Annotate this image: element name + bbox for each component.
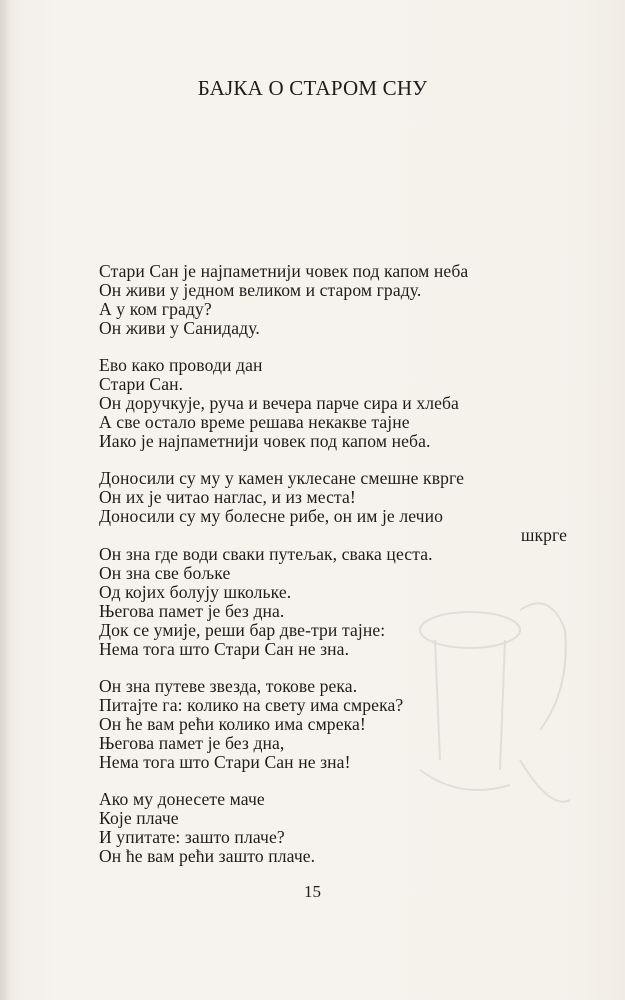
- poem-line: Његова памет је без дна.: [99, 600, 285, 621]
- page-number: 15: [304, 882, 321, 901]
- poem-line: Он живи у Санидаду.: [99, 317, 260, 338]
- poem-line: Он живи у једном великом и старом граду.: [99, 279, 422, 300]
- poem-line: Ако му донесете маче: [99, 789, 265, 810]
- poem-line: Он зна где води сваки путељак, свака цеста.: [99, 543, 433, 564]
- poem-line: А све остало време решава некакве тајне: [99, 411, 410, 432]
- poem-line: Које плаче: [99, 808, 179, 829]
- stanza-1: [99, 262, 569, 338]
- poem-line: Он ће вам рећи зашто плаче.: [99, 845, 316, 866]
- poem-line: Нема тога што Стари Сан не зна.: [99, 638, 350, 659]
- stanza-2: [99, 356, 569, 451]
- poem-line: Он зна све бољке: [99, 562, 231, 583]
- poem-line: Ево како проводи дан: [99, 355, 263, 376]
- poem-line: Доносили су му болесне рибе, он им је лечио: [99, 506, 444, 527]
- poem-line: Питајте га: колико на свету има смрека?: [99, 694, 404, 715]
- poem-line: Стари Сан.: [99, 374, 184, 395]
- poem-line: Он их је читао наглас, и из места!: [99, 487, 356, 508]
- poem-line: Иако је најпаметнији човек под капом неба.: [99, 430, 431, 451]
- poem-line: Он зна путеве звезда, токове река.: [99, 676, 358, 696]
- stanza-5: [99, 790, 569, 866]
- poem-line: А у ком граду?: [99, 298, 212, 319]
- poem-body: [99, 262, 569, 884]
- poem-line: Од којих болују школьке.: [99, 581, 292, 602]
- poem-line: Док се умије, реши бар две-три тајне:: [99, 619, 386, 640]
- poem-line-continuation: шкрге: [520, 525, 567, 546]
- stanza-3: [99, 469, 569, 658]
- poem-line: Његова памет је без дна,: [99, 732, 285, 753]
- poem-line: Он доручкује, руча и вечера парче сира и хлеба: [99, 393, 459, 414]
- poem-line: Стари Сан је најпаметнији човек под капом неба: [99, 261, 469, 281]
- poem-line: Он ће вам рећи колико има смрека!: [99, 713, 366, 734]
- poem-line: Нема тога што Стари Сан не зна!: [99, 751, 351, 772]
- poem-line: Доносили су му у камен уклесане смешне кврге: [99, 468, 465, 489]
- poem-line: И упитате: зашто плаче?: [99, 826, 285, 847]
- poem-title: БАЈКА О СТАРОМ СНУ: [197, 76, 428, 100]
- page-gutter-shadow: [0, 0, 10, 1000]
- stanza-4: [99, 677, 569, 772]
